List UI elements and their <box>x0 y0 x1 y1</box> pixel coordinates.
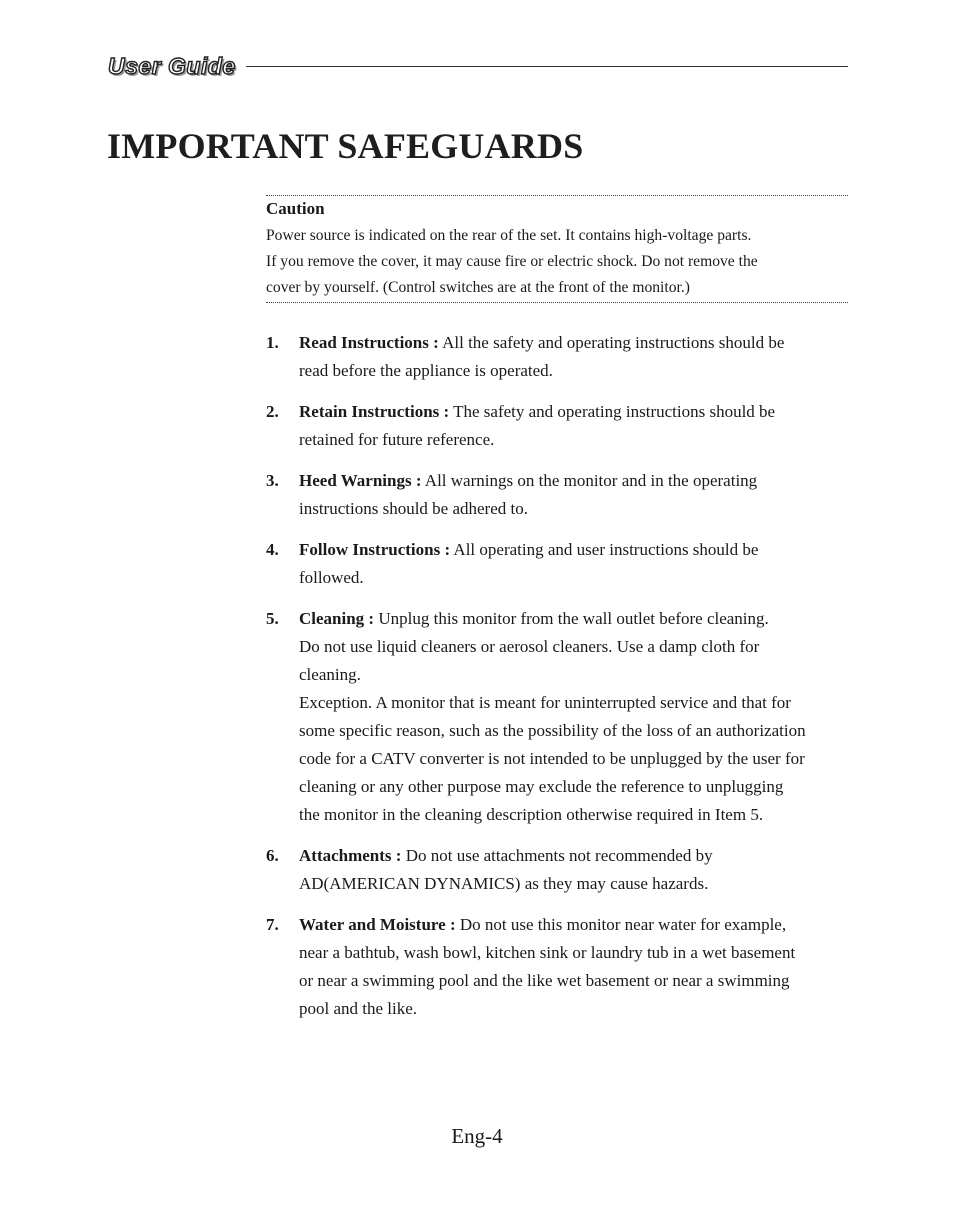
item-line: Do not use liquid cleaners or aerosol cleaners. Use a damp cloth for <box>299 637 760 656</box>
caution-line: If you remove the cover, it may cause fire or electric shock. Do not remove the <box>266 253 758 270</box>
item-line: pool and the like. <box>299 999 418 1018</box>
item-line: some specific reason, such as the possibility of the loss of an authorization <box>299 721 806 740</box>
item-line <box>299 911 850 939</box>
safeguard-item-water-and-moisture <box>266 911 850 1023</box>
item-line <box>299 536 850 564</box>
user-guide-logo: User Guide <box>108 53 236 79</box>
item-line <box>299 398 850 426</box>
item-text: All operating and user instructions should be <box>450 540 759 559</box>
item-label: Follow Instructions : <box>299 540 451 559</box>
item-number: 5. <box>266 609 279 628</box>
item-text: The safety and operating instructions should be <box>449 402 776 421</box>
item-number: 6. <box>266 846 279 865</box>
page-number: Eng-4 <box>451 1124 503 1148</box>
item-label: Retain Instructions : <box>299 402 450 421</box>
item-line <box>299 842 850 870</box>
item-text: Unplug this monitor from the wall outlet before cleaning. <box>374 609 769 628</box>
item-line: near a bathtub, wash bowl, kitchen sink or laundry tub in a wet basement <box>299 943 796 962</box>
item-line: read before the appliance is operated. <box>299 361 553 380</box>
item-number: 4. <box>266 540 279 559</box>
safeguard-item-follow-instructions <box>266 536 850 592</box>
item-line: AD(AMERICAN DYNAMICS) as they may cause hazards. <box>299 874 709 893</box>
item-line <box>299 605 850 633</box>
header-rule <box>246 66 848 67</box>
item-line: Exception. A monitor that is meant for uninterrupted service and that for <box>299 693 791 712</box>
item-text: All warnings on the monitor and in the operating <box>421 471 758 490</box>
item-number: 7. <box>266 915 279 934</box>
page-title: IMPORTANT SAFEGUARDS <box>107 126 584 166</box>
item-label: Water and Moisture : <box>299 915 456 934</box>
item-text: Do not use attachments not recommended by <box>401 846 713 865</box>
safeguard-item-attachments <box>266 842 850 898</box>
safeguard-item-retain-instructions <box>266 398 850 454</box>
item-line <box>299 329 850 357</box>
item-number: 1. <box>266 333 279 352</box>
item-line: instructions should be adhered to. <box>299 499 528 518</box>
caution-text <box>266 223 846 301</box>
item-label: Cleaning : <box>299 609 375 628</box>
item-line: code for a CATV converter is not intended to be unplugged by the user for <box>299 749 805 768</box>
caution-title: Caution <box>266 199 325 218</box>
item-line: followed. <box>299 568 364 587</box>
item-line: retained for future reference. <box>299 430 495 449</box>
item-line: or near a swimming pool and the like wet basement or near a swimming <box>299 971 790 990</box>
item-line: the monitor in the cleaning description otherwise required in Item 5. <box>299 805 764 824</box>
caution-line: Power source is indicated on the rear of the set. It contains high-voltage parts. <box>266 227 752 244</box>
item-line <box>299 467 850 495</box>
item-label: Heed Warnings : <box>299 471 422 490</box>
safeguard-item-cleaning <box>266 605 850 829</box>
safeguard-list <box>266 329 850 1036</box>
item-label: Attachments : <box>299 846 402 865</box>
safeguard-item-read-instructions <box>266 329 850 385</box>
caution-line: cover by yourself. (Control switches are at the front of the monitor.) <box>266 279 690 296</box>
caution-box <box>266 195 848 303</box>
item-text: All the safety and operating instructions should be <box>438 333 785 352</box>
item-line: cleaning. <box>299 665 361 684</box>
item-label: Read Instructions : <box>299 333 439 352</box>
item-number: 2. <box>266 402 279 421</box>
item-line: cleaning or any other purpose may exclude the reference to unplugging <box>299 777 784 796</box>
item-text: Do not use this monitor near water for example, <box>455 915 787 934</box>
item-number: 3. <box>266 471 279 490</box>
safeguard-item-heed-warnings <box>266 467 850 523</box>
